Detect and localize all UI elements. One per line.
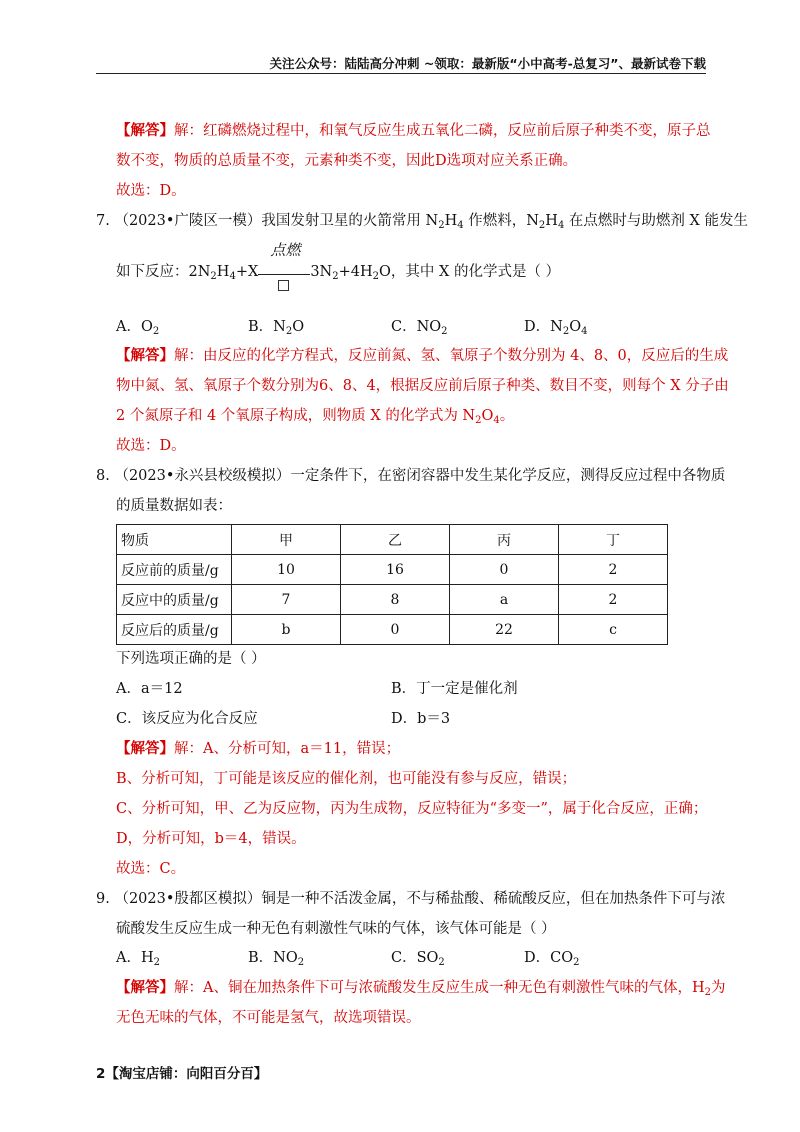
page-footer: 2【淘宝店铺：向阳百分百】	[96, 1066, 268, 1082]
table-cell: 0	[450, 555, 559, 585]
q6-answer-line1: 【解答】解：红磷燃烧过程中，和氧气反应生成五氧化二磷，反应前后原子种类不变，原子总	[116, 122, 711, 139]
q8-stem-line2: 的质量数据如表：	[116, 498, 232, 514]
q8-question: 下列选项正确的是（ ）	[116, 651, 266, 667]
q7-option-c: C．$NO_2$	[391, 319, 448, 337]
q8-option-c: C．该反应为化合反应	[116, 711, 258, 727]
table-cell: 22	[450, 615, 559, 645]
table-cell: 8	[341, 585, 450, 615]
table-row	[117, 585, 668, 615]
q9-stem-line2: 硫酸发生反应生成一种无色有刺激性气味的气体，该气体可能是（ ）	[116, 921, 556, 937]
q8-answer-line1: 【解答】解：A、分析可知，a＝11，错误；	[116, 740, 401, 757]
q9-option-d: D．$CO_2$	[524, 950, 580, 968]
q9-option-c: C．$SO_2$	[391, 950, 445, 968]
table-cell: 10	[232, 555, 341, 585]
table-header-cell: 乙	[341, 525, 450, 555]
table-row	[117, 555, 668, 585]
table-header-cell: 甲	[232, 525, 341, 555]
q9-stem-line1: 9. （2023•殷都区模拟）铜是一种不活泼金属，不与稀盐酸、稀硫酸反应，但在加热条件下可与浓	[96, 891, 726, 907]
table-cell: a	[450, 585, 559, 615]
q8-stem-line1: 8. （2023•永兴县校级模拟）一定条件下，在密闭容器中发生某化学反应，测得反应过程中各物质	[96, 468, 726, 484]
q7-stem-line1: 7. （2023•广陵区一模）我国发射卫星的火箭常用 $N_2H_4$ 作燃料，$N_2H_4$ 在点燃时与助燃剂 X 能发生	[96, 213, 748, 231]
q8-choose: 故选：C。	[116, 861, 186, 877]
table-cell: 反应后的质量/g	[117, 615, 232, 645]
q9-option-a: A．$H_2$	[116, 950, 160, 968]
q9-option-b: B．$NO_2$	[248, 950, 305, 968]
table-cell: 0	[341, 615, 450, 645]
answer-tag: 【解答】	[116, 122, 174, 139]
q7-reaction-equation: 如下反应：$2N_2H_4+X$ 点燃 $3N_2+4H_2O$，其中 X 的化学式是（ ）	[116, 262, 560, 282]
q8-answer-line4: D，分析可知，b＝4，错误。	[116, 831, 306, 847]
q6-choose: 故选：D。	[116, 183, 186, 199]
table-header-cell: 物质	[117, 525, 232, 555]
table-header-cell: 丁	[559, 525, 668, 555]
q8-answer-line3: C、分析可知，甲、乙为反应物，丙为生成物，反应特征为“多变一”，属于化合反应，正确；	[116, 801, 708, 817]
q7-choose: 故选：D。	[116, 438, 186, 454]
reaction-condition: 点燃	[270, 241, 301, 259]
header-divider	[96, 73, 706, 74]
q8-option-a: A．a＝12	[116, 681, 183, 697]
q7-option-a: A．$O_2$	[116, 319, 160, 337]
table-cell: 16	[341, 555, 450, 585]
placeholder-box-icon	[278, 280, 289, 291]
table-header-cell: 丙	[450, 525, 559, 555]
q7-option-b: B．$N_2O$	[248, 319, 305, 337]
q9-answer-line2: 无色无味的气体，不可能是氢气，故选项错误。	[116, 1010, 421, 1026]
q8-option-d: D．b＝3	[391, 711, 451, 727]
q8-answer-line2: B、分析可知，丁可能是该反应的催化剂，也可能没有参与反应，错误；	[116, 771, 577, 787]
table-row	[117, 615, 668, 645]
q7-answer-line3: 2 个氮原子和 4 个氧原子构成，则物质 X 的化学式为 $N_2O_4$。	[116, 408, 515, 426]
table-cell: 2	[559, 555, 668, 585]
q8-option-b: B．丁一定是催化剂	[391, 681, 518, 697]
table-cell: 反应中的质量/g	[117, 585, 232, 615]
table-cell: c	[559, 615, 668, 645]
q7-answer-line2: 物中氮、氢、氧原子个数分别为6、8、4，根据反应前后原子种类、数目不变，则每个 X 分子由	[116, 378, 729, 394]
table-cell: 2	[559, 585, 668, 615]
page-header: 关注公众号：陆陆高分冲刺 ~领取：最新版“小中高考-总复习”、最新试卷下载	[269, 56, 706, 71]
table-cell: 反应前的质量/g	[117, 555, 232, 585]
table-cell: 7	[232, 585, 341, 615]
table-header-row	[117, 525, 668, 555]
q7-answer-line1: 【解答】解：由反应的化学方程式，反应前氮、氢、氧原子个数分别为 4、8、0，反应后的生成	[116, 347, 729, 364]
q6-answer-line2: 数不变，物质的总质量不变，元素种类不变，因此D选项对应关系正确。	[116, 153, 578, 169]
q7-option-d: D．$N_2O_4$	[524, 319, 588, 337]
table-cell: b	[232, 615, 341, 645]
mass-data-table	[116, 524, 668, 645]
reaction-condition-arrow	[258, 241, 310, 282]
q9-answer-line1: 【解答】解：A、铜在加热条件下可与浓硫酸发生反应生成一种无色有刺激性气味的气体，$H_2$为	[116, 979, 726, 998]
